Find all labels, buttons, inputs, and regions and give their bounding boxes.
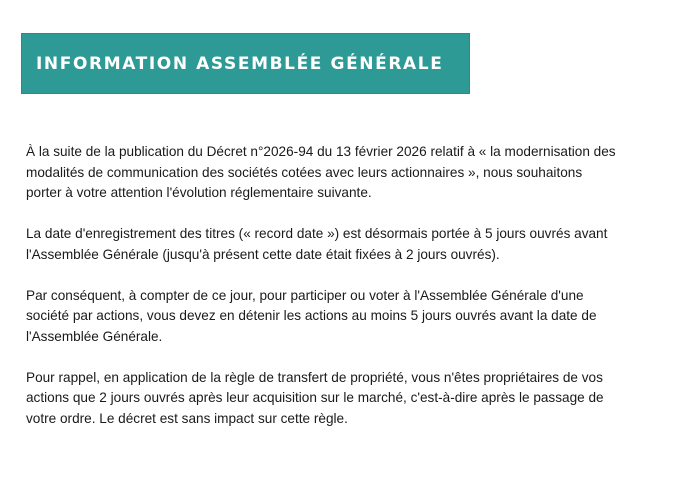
paragraph-record-date: La date d'enregistrement des titres (« record date ») est désormais portée à 5 jours ouvrés avant l'Assemblée Générale (jusqu'à présent cette date était fixées à 2 jours ouvrés). [26, 226, 608, 262]
title-banner [21, 33, 470, 94]
paragraph-decree: À la suite de la publication du Décret n°2026-94 du 13 février 2026 relatif à « la modernisation des modalités de communication des sociétés cotées avec leurs actionnaires », nous souhaitons porter à votre attention l'évolution réglementaire suivante. [26, 144, 616, 200]
paragraph-consequence: Par conséquent, à compter de ce jour, pour participer ou voter à l'Assemblée Générale d'une société par actions, vous devez en détenir les actions au moins 5 jours ouvrés avant la date de l'Assemblée Générale. [26, 287, 597, 344]
notice-body [26, 142, 666, 450]
page-title: INFORMATION ASSEMBLÉE GÉNÉRALE [36, 53, 444, 74]
paragraph-reminder: Pour rappel, en application de la règle de transfert de propriété, vous n'êtes propriétaires de vos actions que 2 jours ouvrés après leur acquisition sur le marché, c'est-à-dire après le passage de votre ordre. Le décret est sans impact sur cette règle. [26, 369, 604, 426]
